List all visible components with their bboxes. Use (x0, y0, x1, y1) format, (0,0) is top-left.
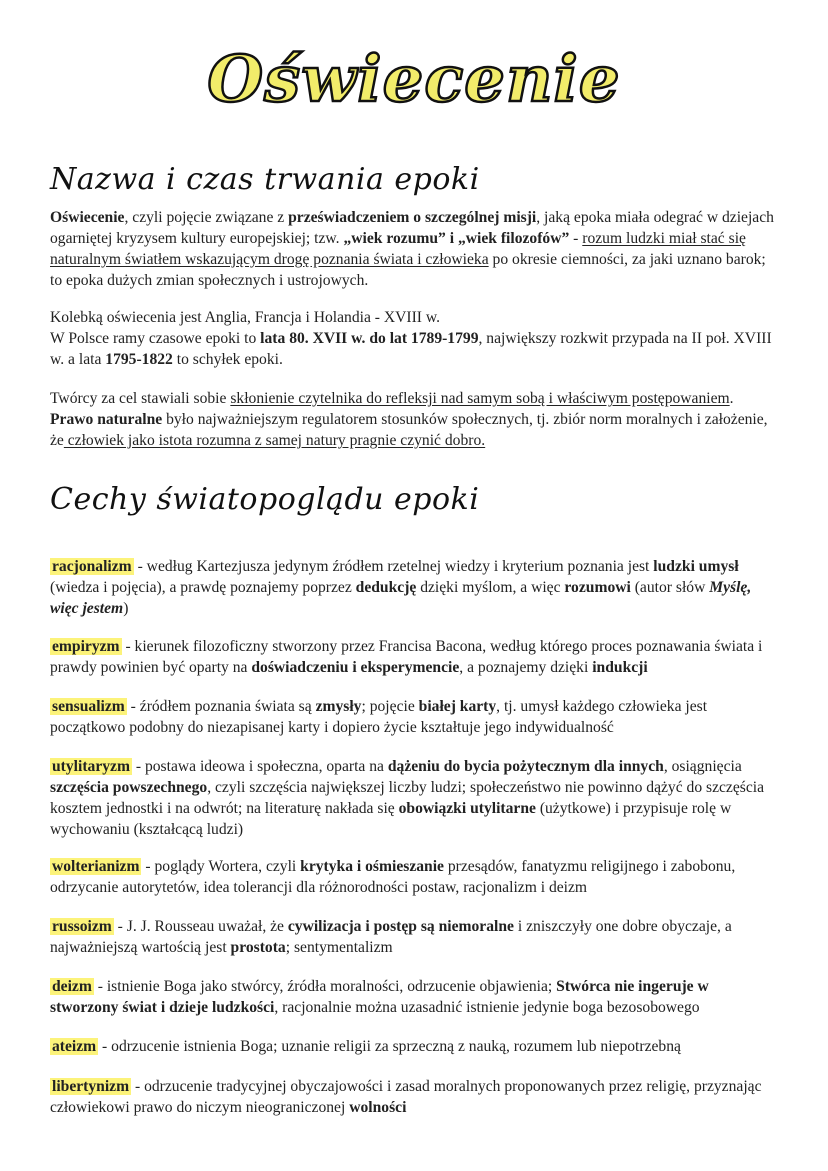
bold-text: białej karty (418, 698, 497, 715)
list-item-ateizm (50, 1036, 780, 1057)
bold-text: 1795-1822 (105, 351, 173, 368)
bold-italic-text: Myślę, więc jestem (50, 579, 752, 617)
paragraph-timeframe (50, 307, 780, 370)
text: , jaką epoka miała odegrać w dziejach ogarniętej kryzysem kultury europejskiej; tzw. (50, 209, 774, 247)
bold-text: Prawo naturalne (50, 411, 163, 428)
text: ; pojęcie (361, 698, 419, 715)
text: dzięki myślom, a więc (416, 579, 565, 596)
term-highlight: wolterianizm (52, 858, 140, 875)
text: , czyli szczęścia największej liczby ludzi; społeczeństwo nie powinno dążyć do szczęścia kosztem jednostki i na odwrót; na literaturę nakłada się (50, 779, 765, 817)
bold-text: indukcji (592, 659, 648, 676)
bold-text: dążeniu do bycia pożytecznym dla innych (387, 758, 664, 775)
list-item-wolterianizm (50, 856, 780, 898)
page-title: Oświecenie (207, 42, 621, 117)
bold-text: szczęścia powszechnego (50, 779, 208, 796)
list-item-russoizm (50, 916, 780, 958)
text: to schyłek epoki. (172, 351, 283, 368)
bold-text: obowiązki utylitarne (398, 800, 536, 817)
term-highlight: russoizm (52, 918, 112, 935)
bold-text: krytyka i ośmieszanie (300, 858, 444, 875)
text: (wiedza i pojęcia), a prawdę poznajemy poprzez (50, 579, 356, 596)
bold-text: cywilizacja i postęp są niemoralne (287, 918, 514, 935)
text: przesądów, fanatyzmu religijnego i zabobonu, odrzycanie autorytetów, idea tolerancji dla różnorodności postaw, racjonalizm i deizm (50, 858, 736, 896)
text: - źródłem poznania świata są (126, 698, 316, 715)
bold-text: ludzki umysł (653, 558, 739, 575)
bold-text: lata 80. XVII w. do lat 1789-1799 (260, 330, 479, 347)
bold-text: Oświecenie (50, 209, 125, 226)
term-highlight: racjonalizm (52, 558, 132, 575)
text: Twórcy za cel stawiali sobie (50, 390, 231, 407)
text: - poglądy Wortera, czyli (141, 858, 301, 875)
bold-text: przeświadczeniem o szczególnej misji (288, 209, 537, 226)
bold-text: wolności (349, 1099, 407, 1116)
list-item-utylitaryzm (50, 756, 780, 840)
text: - istnienie Boga jako stwórcy, źródła moralności, odrzucenie objawienia; (93, 978, 557, 995)
bold-text: Stwórca nie ingeruje w stworzony świat i dzieje ludzkości (50, 978, 709, 1016)
paragraph-goals (50, 388, 780, 451)
text: - odrzucenie tradycyjnej obyczajowości i zasad moralnych proponowanych przez religię, przyznając człowiekowi prawo do niczym nieograniczonej (50, 1078, 762, 1116)
text: , a poznajemy dzięki (459, 659, 593, 676)
text: - odrzucenie istnienia Boga; uznanie religii za sprzeczną z nauką, rozumem lub niepotrzebną (98, 1038, 681, 1055)
text: , czyli pojęcie związane z (124, 209, 289, 226)
term-highlight: deizm (52, 978, 92, 995)
text: , osiągnięcia (663, 758, 742, 775)
text: było najważniejszym regulatorem stosunków społecznych, tj. zbiór norm moralnych i założenie, że (50, 411, 768, 449)
list-item-racjonalizm (50, 556, 780, 619)
text: , racjonalnie można uzasadnić istnienie jedynie boga bezosobowego (274, 999, 700, 1016)
text: , tj. umysł każdego człowieka jest początkowo podobny do niezapisanej karty i dopiero życie kształtuje jego indywidualność (50, 698, 708, 736)
paragraph-definition (50, 207, 780, 291)
section-heading-worldview: Cechy światopoglądu epoki (50, 482, 480, 517)
text: Kolebką oświecenia jest Anglia, Francja i Holandia - XVIII w. (50, 309, 441, 326)
list-item-libertynizm (50, 1076, 780, 1118)
term-highlight: empiryzm (52, 638, 120, 655)
text: i zniszczyły one dobre obyczaje, a najważniejszą wartością jest (50, 918, 732, 956)
term-highlight: libertynizm (52, 1078, 130, 1095)
text: W Polsce ramy czasowe epoki to (50, 330, 261, 347)
text: , największy rozkwit przypada na II poł. XVIII w. a lata (50, 330, 772, 368)
bold-text: „wiek rozumu” i „wiek filozofów” (343, 230, 570, 247)
text: po okresie ciemności, za jaki uznano barok; to epoka dużych zmian społecznych i ustrojowych. (50, 251, 766, 289)
text: (użytkowe) i przypisuje rolę w wychowaniu (kształcącą ludzi) (50, 800, 732, 838)
underlined-text: rozum ludzki miał stać się naturalnym światłem wskazującym drogę poznania świata i człowieka (50, 230, 746, 268)
underlined-text: człowiek jako istota rozumna z samej natury pragnie czynić dobro. (63, 432, 486, 449)
list-item-deizm (50, 976, 780, 1018)
bold-text: doświadczeniu i eksperymencie (251, 659, 460, 676)
bold-text: dedukcję (355, 579, 417, 596)
list-item-empiryzm (50, 636, 780, 678)
section-heading-name-period: Nazwa i czas trwania epoki (50, 162, 480, 197)
text: (autor słów (630, 579, 710, 596)
bold-text: zmysły (315, 698, 362, 715)
list-item-sensualizm (50, 696, 780, 738)
bold-text: prostota (230, 939, 286, 956)
text: - postawa ideowa i społeczna, oparta na (131, 758, 388, 775)
text: - kierunek filozoficzny stworzony przez Francisa Bacona, według którego proces poznawania świata i prawdy powinien być oparty na (50, 638, 763, 676)
text: . (729, 390, 734, 407)
term-highlight: ateizm (52, 1038, 97, 1055)
term-highlight: sensualizm (52, 698, 125, 715)
text: ) (123, 600, 129, 617)
text: - według Kartezjusza jedynym źródłem rzetelnej wiedzy i kryterium poznania jest (133, 558, 654, 575)
term-highlight: utylitaryzm (52, 758, 130, 775)
text: - J. J. Rousseau uważał, że (113, 918, 288, 935)
bold-text: rozumowi (564, 579, 631, 596)
text: - (569, 230, 583, 247)
text: ; sentymentalizm (285, 939, 393, 956)
underlined-text: skłonienie czytelnika do refleksji nad samym sobą i właściwym postępowaniem (230, 390, 730, 407)
